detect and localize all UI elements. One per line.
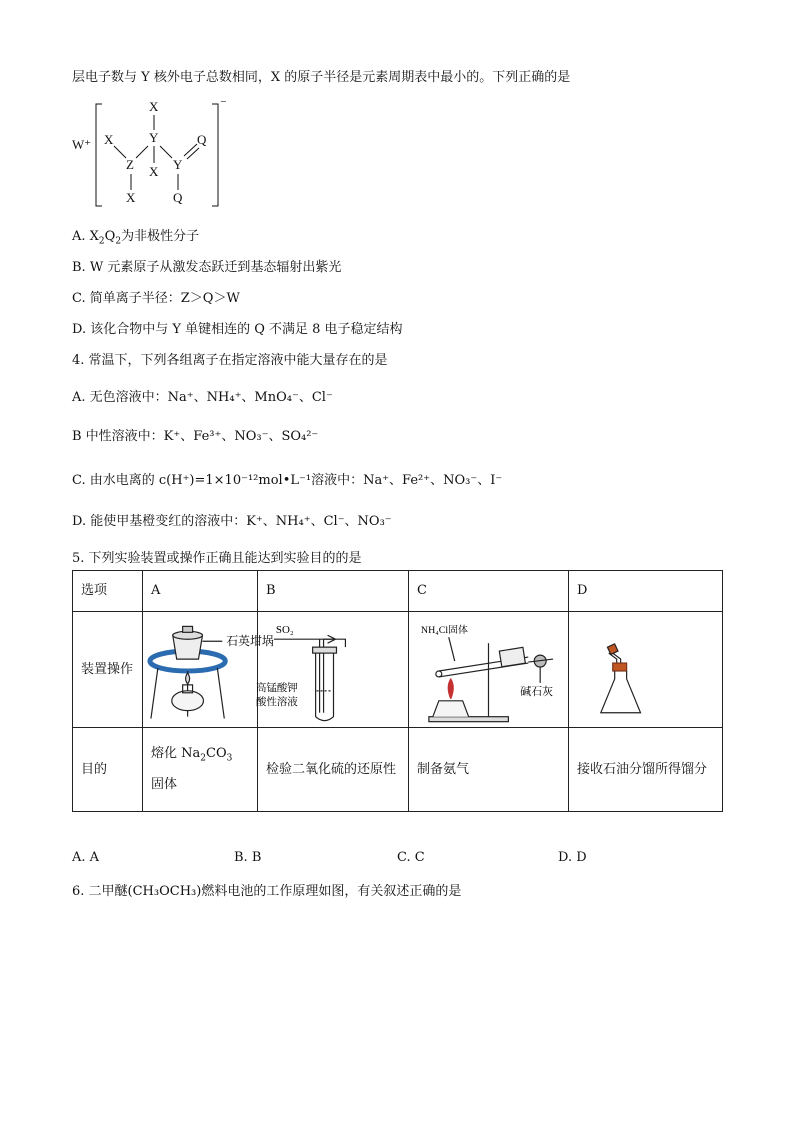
header-cell: B [258,571,409,612]
label-shiying: 石英坩埚 [226,634,274,649]
structure-diagram [66,96,236,211]
q4-option-b: B 中性溶液中：K⁺、Fe³⁺、NO₃⁻、SO₄²⁻ [72,429,319,444]
atom-q-bottom: Q [173,190,183,205]
q4-stem: 4. 常温下，下列各组离子在指定溶液中能大量存在的是 [72,353,388,368]
apparatus-d-image [569,613,722,727]
anion-charge: ⁻ [220,96,227,111]
atom-q-top: Q [197,132,207,147]
atom-y-1: Y [149,130,159,145]
atom-x-top: X [149,99,159,114]
purpose-c: 制备氨气 [409,728,569,812]
answer-b: B. B [234,850,262,865]
apparatus-c-cell [409,612,569,728]
apparatus-a-image [143,613,274,727]
purpose-row [73,728,723,812]
q3-option-d: D. 该化合物中与 Y 单键相连的 Q 不满足 8 电子稳定结构 [72,322,403,337]
structure-svg [66,96,236,211]
intro-line: 层电子数与 Y 核外电子总数相同，X 的原子半径是元素周期表中最小的。下列正确的是 [72,70,571,85]
apparatus-row-label: 装置操作 [73,612,143,728]
header-cell: D [569,571,723,612]
answer-a: A. A [72,850,100,865]
purpose-b: 检验二氧化硫的还原性 [258,728,409,812]
answer-c: C. C [397,850,425,865]
atom-z: Z [126,157,134,172]
header-cell: C [409,571,569,612]
label-acid: 酸性溶液 [256,696,298,708]
atom-x-bottom: X [126,190,136,205]
label-kmno4: 高锰酸钾 [256,682,298,694]
atom-y-2: Y [173,157,183,172]
apparatus-d-cell [569,612,723,728]
answer-d: D. D [558,850,587,865]
apparatus-b-cell [258,612,409,728]
label-so2: SO₂ [275,624,294,637]
header-cell: A [143,571,258,612]
q3-option-a: A. $X_2Q_2$为非极性分子 [72,229,200,247]
q6-stem: 6. 二甲醚(CH₃OCH₃)燃料电池的工作原理如图，有关叙述正确的是 [72,884,462,899]
purpose-a: 熔化 $Na_2CO_3$ 固体 [143,728,258,812]
apparatus-c-image [409,613,568,727]
apparatus-b-image [258,613,408,727]
purpose-d: 接收石油分馏所得馏分 [569,728,723,812]
apparatus-a-cell [143,612,274,728]
q5-stem: 5. 下列实验装置或操作正确且能达到实验目的的是 [72,551,362,566]
atom-x-left: X [104,132,114,147]
label-nh4cl: NH₄Cl固体 [420,625,468,637]
apparatus-row [73,612,723,728]
purpose-row-label: 目的 [73,728,143,812]
q4-option-a: A. 无色溶液中：Na⁺、NH₄⁺、MnO₄⁻、Cl⁻ [72,390,333,405]
q4-option-d: D. 能使甲基橙变红的溶液中：K⁺、NH₄⁺、Cl⁻、NO₃⁻ [72,514,392,529]
label-sodalime: 碱石灰 [520,685,554,698]
table-header-row [73,571,723,612]
header-cell: 选项 [73,571,143,612]
q3-option-c: C. 简单离子半径：Z＞Q＞W [72,291,240,306]
atom-x-mid: X [149,164,159,179]
q3-option-b: B. W 元素原子从激发态跃迁到基态辐射出紫光 [72,260,342,275]
cation-label: W⁺ [72,137,92,152]
experiment-table [72,570,723,812]
q4-option-c: C. 由水电离的 c(H⁺)=1×10⁻¹²mol•L⁻¹溶液中：Na⁺、Fe²⁺、NO₃⁻、I⁻ [72,473,503,488]
